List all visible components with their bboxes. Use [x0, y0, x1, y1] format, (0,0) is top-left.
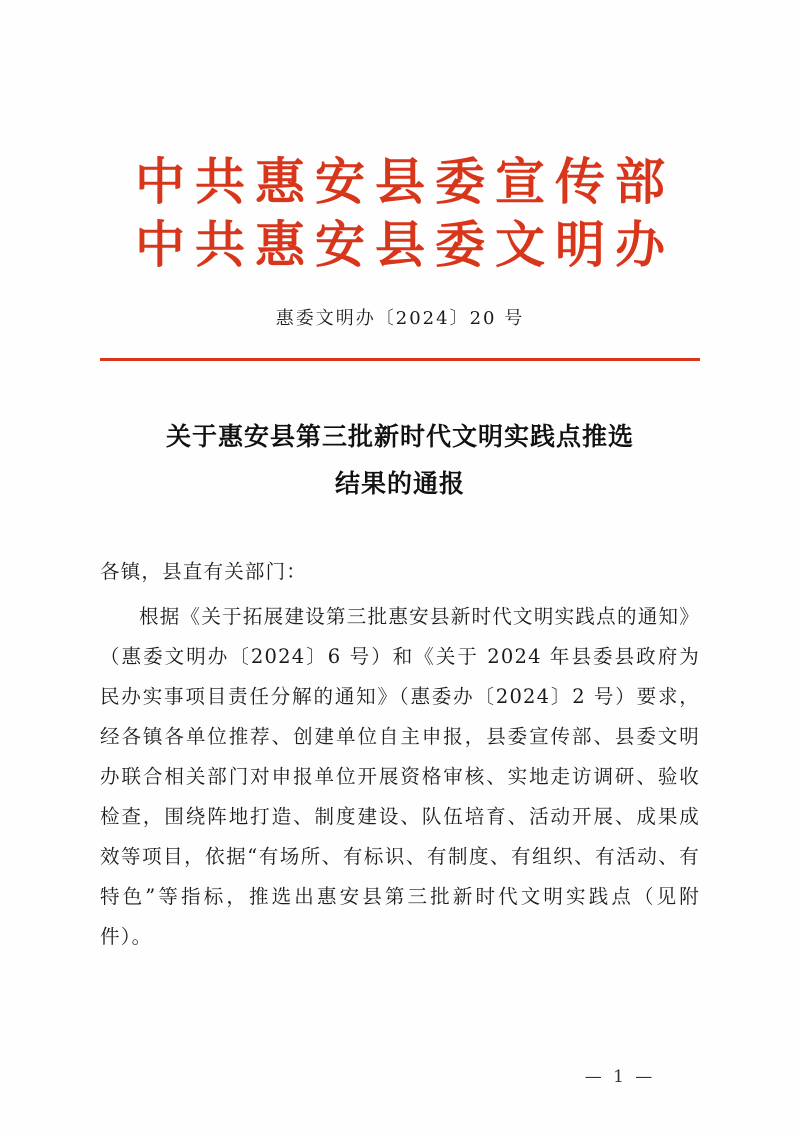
page-footer	[0, 1067, 800, 1087]
page-title-line-2: 结果的通报	[334, 469, 465, 498]
salutation: 各镇，县直有关部门：	[100, 559, 308, 583]
page-title	[120, 413, 680, 508]
red-divider-rule	[100, 358, 700, 361]
issuing-authority-line-2: 中共惠安县委文明办	[135, 215, 675, 274]
document-body	[100, 552, 700, 958]
document-header	[0, 0, 800, 276]
body-paragraph-1: 根据《关于拓展建设第三批惠安县新时代文明实践点的通知》（惠委文明办〔2024〕6 号）和《关于 2024 年县委县政府为民办实事项目责任分解的通知》（惠委办〔2024〕2 号）要求，经各镇各单位推荐、创建单位自主申报，县委宣传部、县委文明办联合相关部门对申报单位开展资格审核、实地走访调研、验收检查，围绕阵地打造、制度建设、队伍培育、活动开展、成果成效等项目，依据“有场所、有标识、有制度、有组织、有活动、有特色”等指标，推选出惠安县第三批新时代文明实践点（见附件）。	[100, 605, 700, 949]
issuing-authority-line-1: 中共惠安县委宣传部	[135, 152, 675, 211]
page-number: — 1 —	[584, 1067, 656, 1087]
page-title-line-1: 关于惠安县第三批新时代文明实践点推选	[165, 421, 634, 451]
document-number: 惠委文明办〔2024〕20 号	[275, 308, 525, 329]
